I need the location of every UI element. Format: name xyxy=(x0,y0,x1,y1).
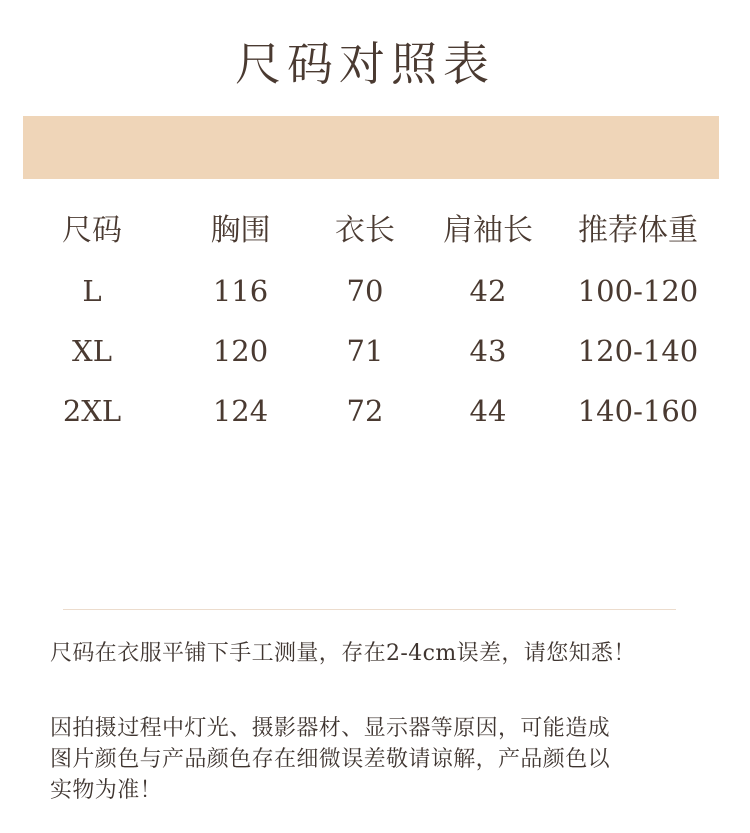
header-size: 尺码 xyxy=(62,213,122,248)
measurement-note: 尺码在衣服平铺下手工测量，存在2-4cm误差，请您知悉！ xyxy=(50,641,636,666)
header-band xyxy=(23,116,719,179)
cell-size: XL xyxy=(72,334,112,368)
cell-chest: 120 xyxy=(212,334,269,368)
page-title: 尺码对照表 xyxy=(235,37,495,91)
cell-chest: 116 xyxy=(212,274,269,308)
header-shoulder-sleeve: 肩袖长 xyxy=(443,213,533,248)
table-header-row xyxy=(23,205,719,265)
divider xyxy=(63,609,676,610)
disclaimer-line: 图片颜色与产品颜色存在细微误差敬请谅解，产品颜色以 xyxy=(50,747,611,772)
color-disclaimer xyxy=(50,713,720,806)
cell-weight: 140-160 xyxy=(577,394,699,428)
table-row xyxy=(23,325,719,385)
cell-weight: 100-120 xyxy=(577,274,699,308)
cell-length: 70 xyxy=(346,274,384,308)
header-weight: 推荐体重 xyxy=(578,213,698,248)
cell-size: 2XL xyxy=(62,394,122,428)
cell-shoulder-sleeve: 42 xyxy=(469,274,507,308)
cell-length: 72 xyxy=(346,394,384,428)
disclaimer-line: 因拍摄过程中灯光、摄影器材、显示器等原因，可能造成 xyxy=(50,716,611,741)
cell-weight: 120-140 xyxy=(577,334,699,368)
table-row xyxy=(23,385,719,445)
cell-shoulder-sleeve: 43 xyxy=(469,334,507,368)
cell-chest: 124 xyxy=(212,394,269,428)
disclaimer-line: 实物为准！ xyxy=(50,778,163,803)
table-row xyxy=(23,265,719,325)
header-chest: 胸围 xyxy=(210,213,271,248)
header-length: 衣长 xyxy=(335,213,395,248)
cell-shoulder-sleeve: 44 xyxy=(469,394,507,428)
cell-length: 71 xyxy=(346,334,384,368)
size-table xyxy=(23,205,719,445)
cell-size: L xyxy=(82,274,102,308)
